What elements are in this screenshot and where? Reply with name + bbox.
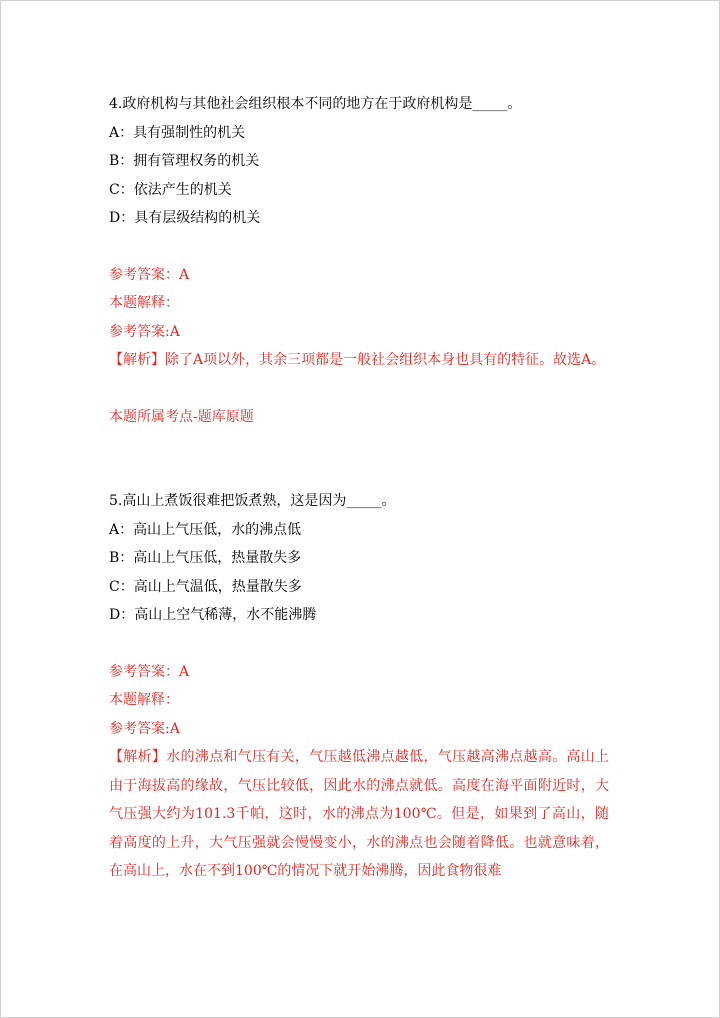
question-4-option-b: B：拥有管理权务的机关 xyxy=(109,153,260,169)
question-4-source: 本题所属考点-题库原题 xyxy=(109,408,254,425)
question-5-explain-label: 本题解释： xyxy=(109,692,179,708)
question-4-answer-repeat: 参考答案:A xyxy=(109,323,180,340)
analysis-tag: 【解析】 xyxy=(109,352,165,368)
question-5-option-b: B：高山上气压低，热量散失多 xyxy=(109,550,302,566)
document-content xyxy=(109,90,609,886)
question-4-option-c: C：依法产生的机关 xyxy=(109,181,232,198)
question-5-answer: 参考答案：A xyxy=(109,663,190,680)
question-4-option-a: A：具有强制性的机关 xyxy=(109,124,246,141)
question-4-stem: 4.政府机构与其他社会组织根本不同的地方在于政府机构是_____。 xyxy=(109,96,522,112)
question-4-answer: 参考答案：A xyxy=(109,266,190,283)
question-5-answer-repeat: 参考答案:A xyxy=(109,720,180,737)
question-4-option-d: D：具有层级结构的机关 xyxy=(109,210,261,226)
question-4-explain-label: 本题解释： xyxy=(109,295,179,311)
question-5-option-a: A：高山上气压低，水的沸点低 xyxy=(109,521,302,538)
analysis-text: 水的沸点和气压有关，气压越低沸点越低，气压越高沸点越高。高山上由于海拔高的缘故，气压比较低，因此水的沸点就低。高度在海平面附近时，大气压强大约为101.3千帕，这时，水的沸点为100℃。但是，如果到了高山，随着高度的上升，大气压强就会慢慢变小，水的沸点也会随着降低。也就意味着，在高山上，水在不到100℃的情况下就开始沸腾，因此食物很难 xyxy=(109,749,610,879)
analysis-tag: 【解析】 xyxy=(109,749,167,765)
analysis-text: 除了A项以外，其余三项都是一般社会组织本身也具有的特征。故选A。 xyxy=(165,352,606,368)
question-5-analysis xyxy=(109,743,609,886)
question-5-option-d: D：高山上空气稀薄，水不能沸腾 xyxy=(109,607,317,623)
question-5-stem: 5.高山上煮饭很难把饭煮熟，这是因为_____。 xyxy=(109,493,396,509)
question-5-option-c: C：高山上气温低，热量散失多 xyxy=(109,578,302,595)
question-4-analysis xyxy=(109,346,609,375)
